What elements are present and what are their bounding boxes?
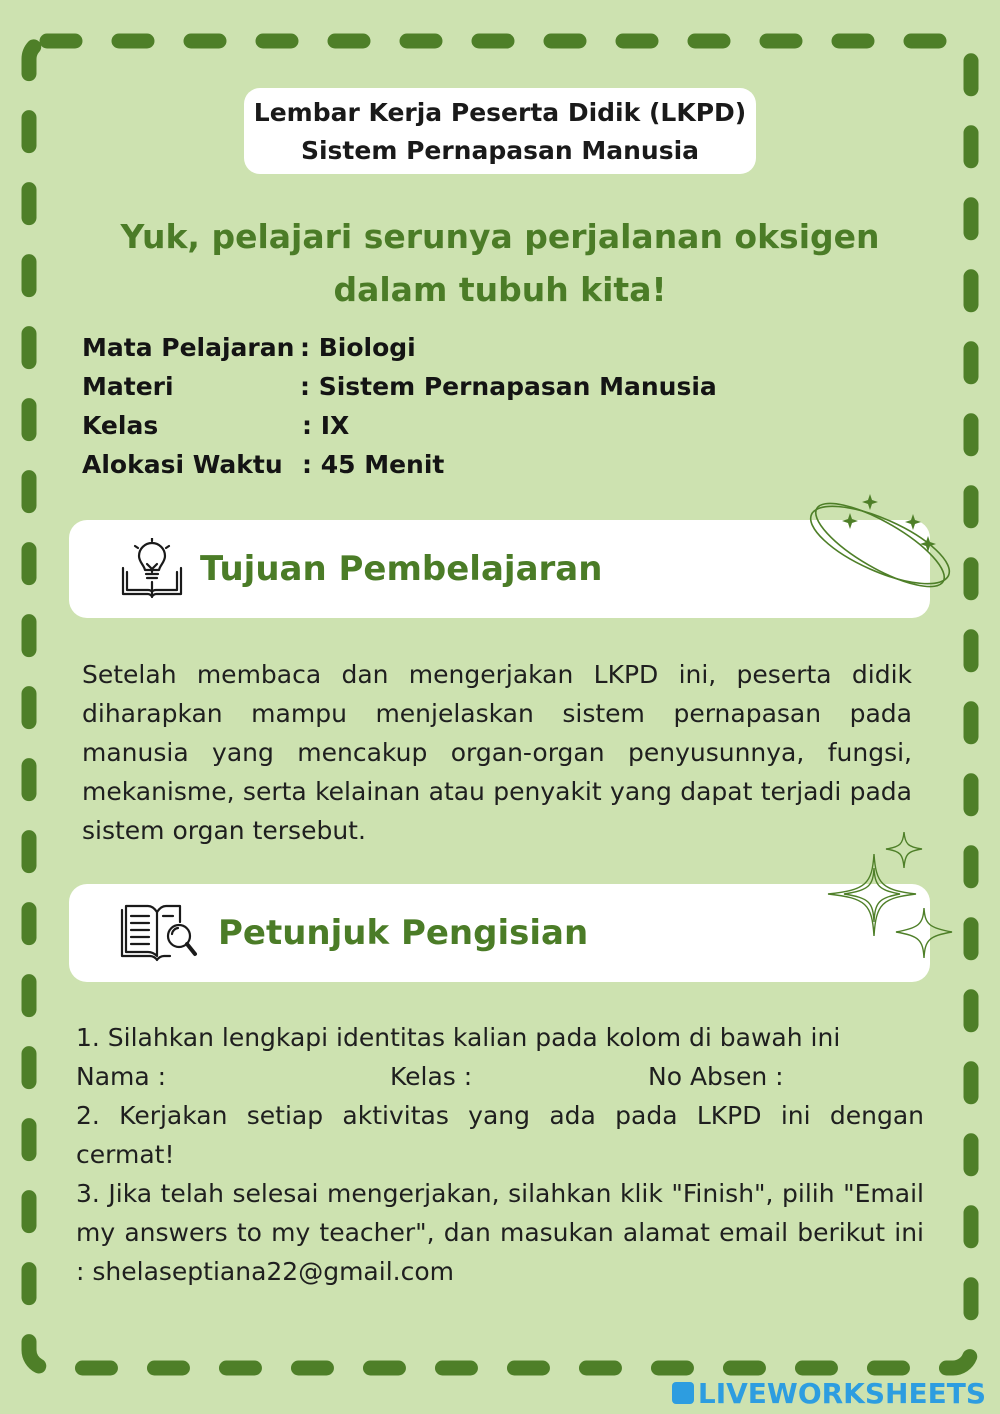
instructions-title: Petunjuk Pengisian (218, 913, 589, 953)
watermark-text: LIVEWORKSHEETS (697, 1376, 986, 1410)
absence-number-field-label: No Absen : (648, 1062, 784, 1091)
info-value: : Sistem Pernapasan Manusia (300, 372, 717, 401)
name-field-label: Nama : (76, 1062, 167, 1091)
document-title: Lembar Kerja Peserta Didik (LKPD) (253, 98, 747, 127)
book-magnifier-icon (119, 904, 199, 962)
instruction-step-3: 3. Jika telah selesai mengerjakan, silahkan klik "Finish", pilih "Email my answers to my teacher", dan masukan alamat email berikut ini : shelaseptiana22@gmail.com (76, 1179, 924, 1286)
info-value: : 45 Menit (302, 450, 445, 479)
info-row-material (82, 367, 717, 406)
info-label: Mata Pelajaran (82, 333, 295, 362)
objectives-text: Setelah membaca dan mengerjakan LKPD ini, peserta didik diharapkan mampu menjelaskan sistem pernapasan pada manusia yang mencakup organ-organ penyusunnya, fungsi, mekanisme, serta kelainan atau penyakit yang dapat terjadi pada sistem organ tersebut. (82, 660, 912, 845)
class-field-label: Kelas : (390, 1062, 473, 1091)
instructions-list (76, 1018, 924, 1291)
instruction-step-2: 2. Kerjakan setiap aktivitas yang ada pada LKPD ini dengan cermat! (76, 1101, 924, 1169)
liveworksheets-watermark (672, 1376, 986, 1410)
lesson-info (82, 328, 717, 484)
sparkle-stars-decoration (822, 828, 962, 976)
title-box (244, 88, 756, 174)
lightbulb-book-icon (119, 538, 185, 600)
orbit-sparkle-decoration (800, 485, 960, 610)
objectives-title: Tujuan Pembelajaran (200, 549, 603, 589)
instructions-header-box (69, 884, 930, 982)
document-subtitle: Sistem Pernapasan Manusia (300, 136, 700, 165)
info-value: : Biologi (300, 333, 416, 362)
info-row-class (82, 406, 717, 445)
info-value: : IX (302, 411, 350, 440)
instruction-step-1: 1. Silahkan lengkapi identitas kalian pada kolom di bawah ini (76, 1023, 841, 1052)
info-row-time (82, 445, 717, 484)
identity-fields-row (76, 1057, 924, 1096)
tagline-line-1: Yuk, pelajari serunya perjalanan oksigen (120, 217, 880, 256)
liveworksheets-logo-icon (672, 1382, 694, 1404)
tagline-line-2: dalam tubuh kita! (333, 270, 667, 309)
info-row-subject (82, 328, 717, 367)
info-label: Kelas (82, 411, 159, 440)
info-label: Materi (82, 372, 174, 401)
tagline (60, 210, 940, 316)
info-label: Alokasi Waktu (82, 450, 283, 479)
